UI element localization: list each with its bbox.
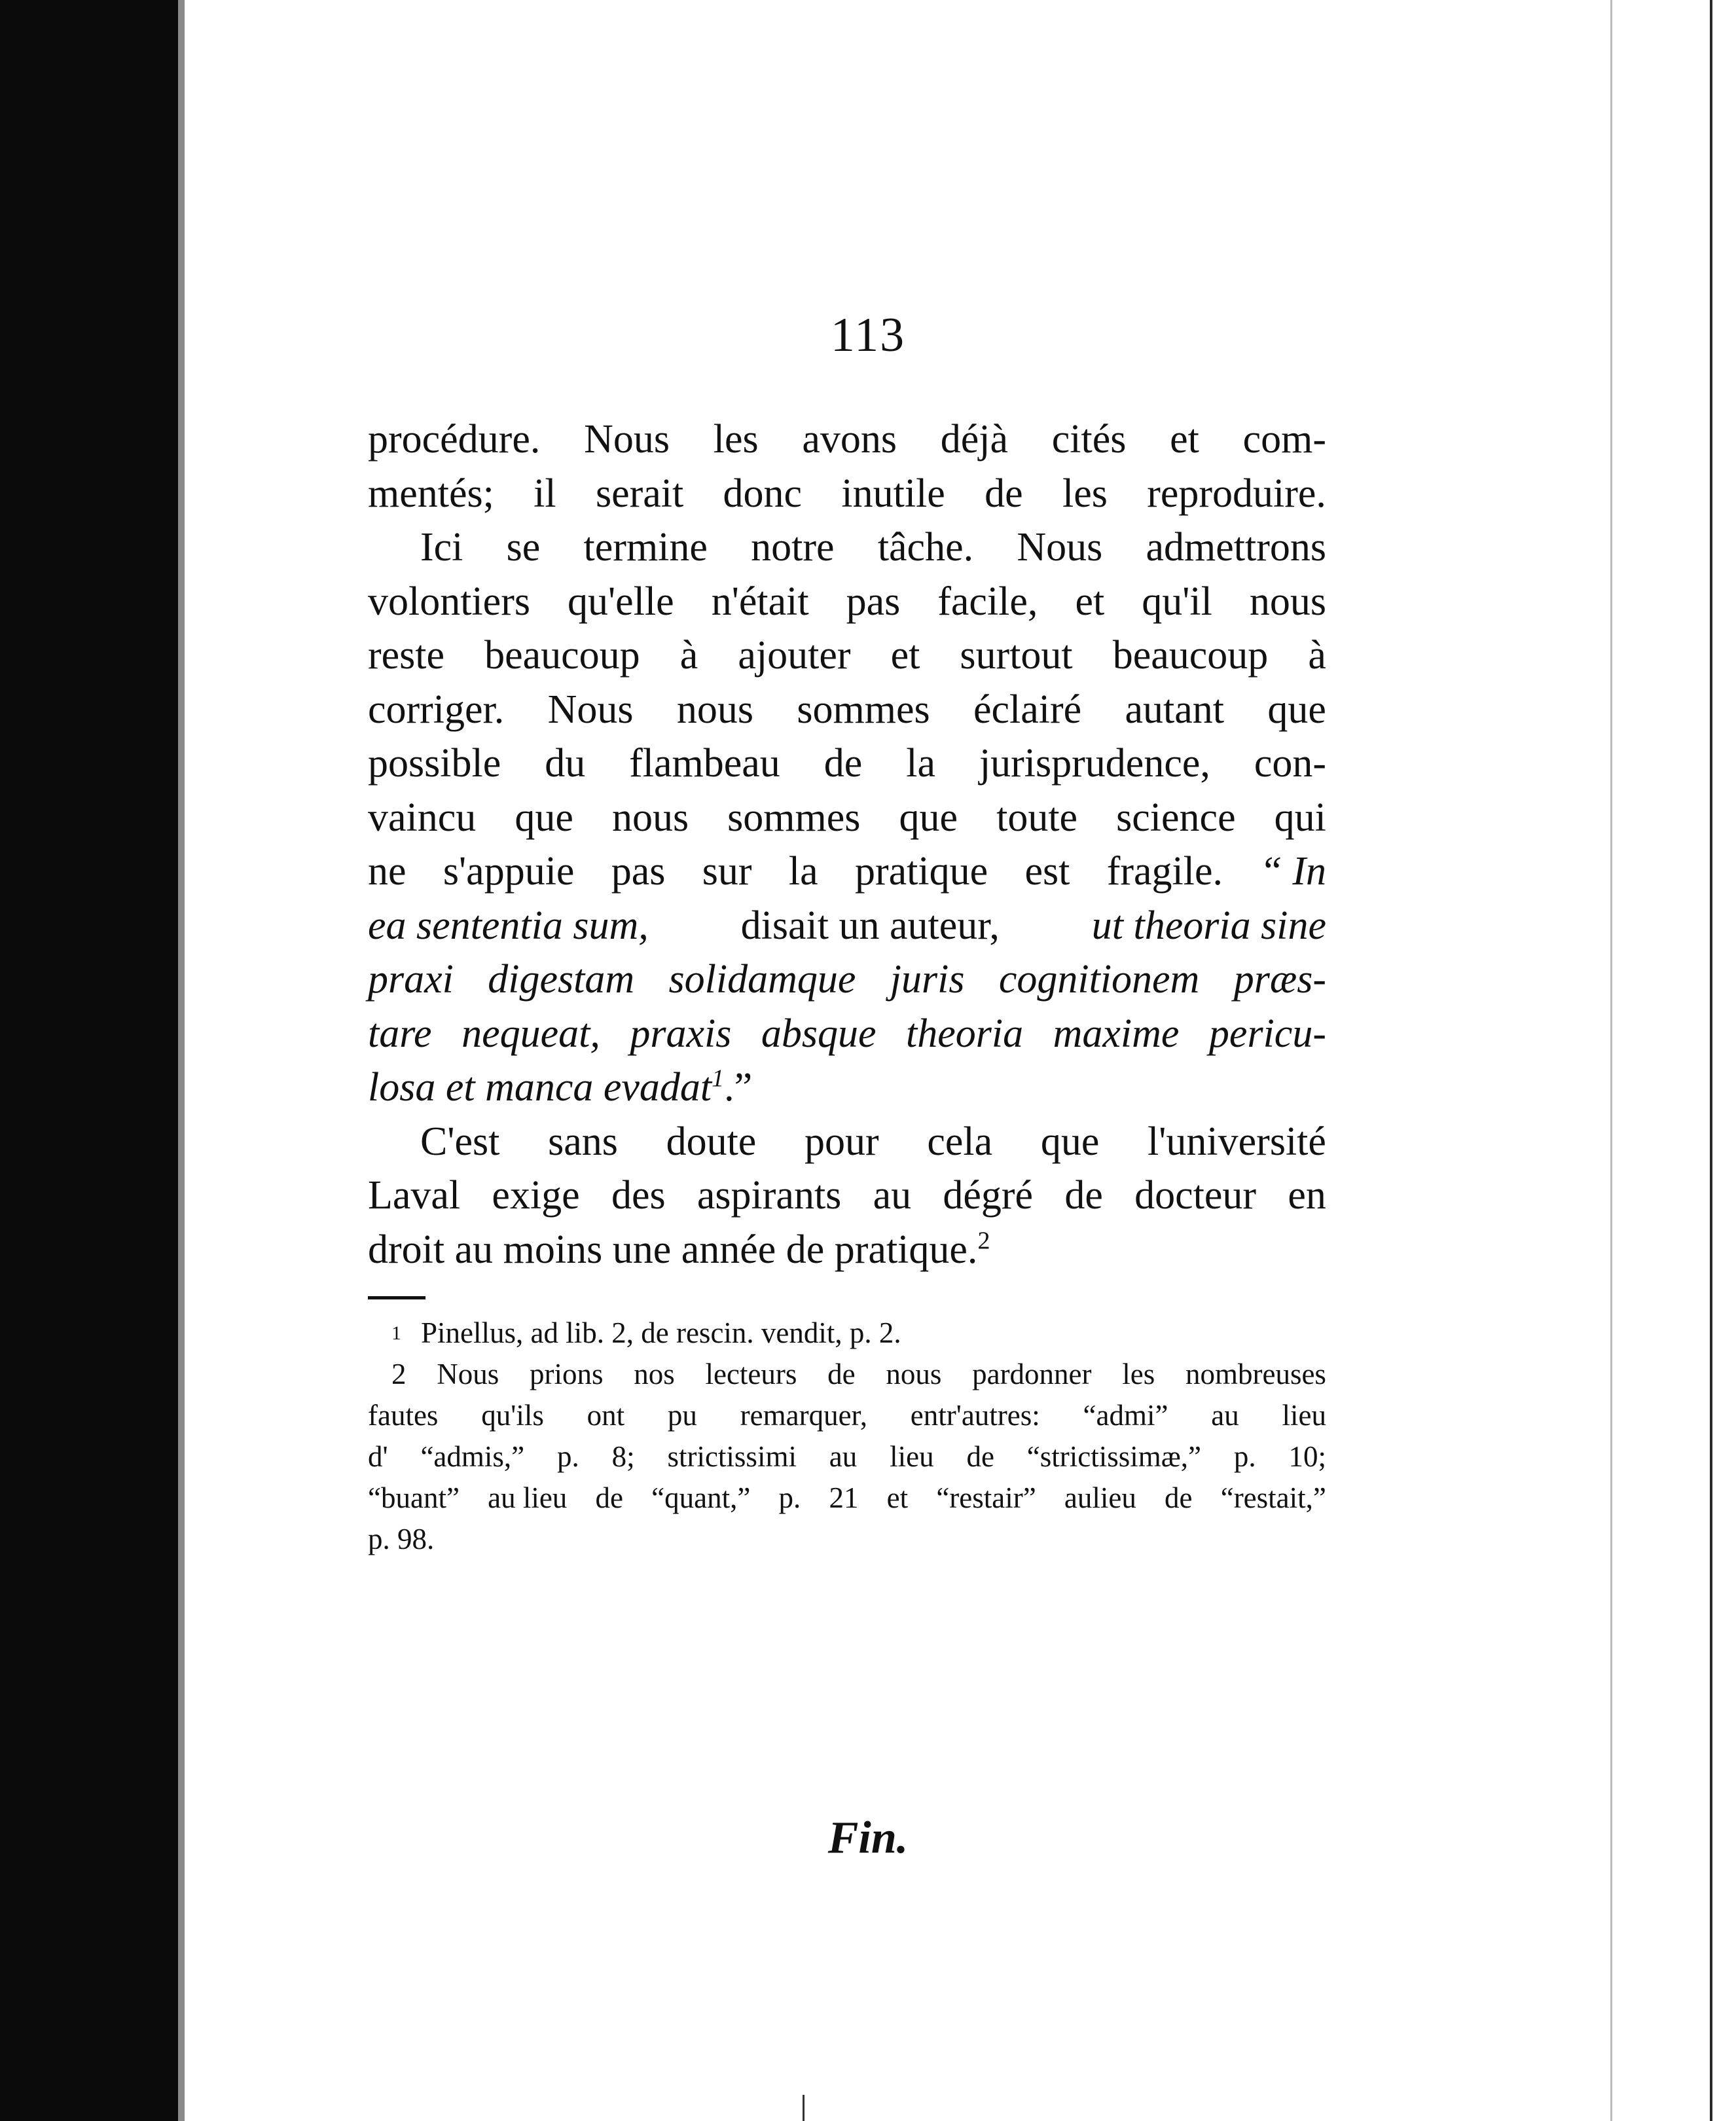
word: est xyxy=(1024,849,1070,894)
word: digestam xyxy=(488,957,635,1002)
word: lieu xyxy=(890,1440,934,1473)
word: pas xyxy=(611,849,666,894)
word: la xyxy=(788,849,818,894)
word: entr'autres: xyxy=(910,1399,1040,1432)
word: cognitionem xyxy=(998,957,1200,1002)
word: “admis,” xyxy=(420,1440,525,1473)
word: que xyxy=(515,795,573,840)
word: com- xyxy=(1242,417,1326,462)
word: à xyxy=(1308,633,1326,678)
word: “admi” xyxy=(1083,1399,1168,1432)
word: des xyxy=(611,1173,666,1218)
word: “strictissimæ,” xyxy=(1026,1440,1202,1473)
paragraph-end: droit au moins une année de pratique. xyxy=(368,1227,978,1272)
word: jurisprudence, xyxy=(979,741,1210,786)
word: et xyxy=(1170,417,1199,462)
word: de xyxy=(595,1481,623,1514)
word: nous xyxy=(1249,579,1326,624)
word: cela xyxy=(927,1119,993,1164)
word: “restair” xyxy=(936,1481,1036,1514)
word: déjà xyxy=(940,417,1008,462)
text-line xyxy=(368,952,1326,1007)
word: sur xyxy=(702,849,752,894)
footnote-2-line xyxy=(368,1354,1326,1395)
page-number: 113 xyxy=(830,308,906,362)
word: de xyxy=(966,1440,994,1473)
word: et xyxy=(1075,579,1105,624)
word: il xyxy=(533,471,556,516)
word: 10; xyxy=(1288,1440,1326,1473)
word: d' xyxy=(368,1440,388,1473)
word: flambeau xyxy=(629,741,780,786)
word: sommes xyxy=(797,687,930,732)
word: au lieu xyxy=(488,1481,568,1514)
word: lieu xyxy=(1282,1399,1326,1432)
word: surtout xyxy=(960,633,1073,678)
word: au xyxy=(1211,1399,1239,1432)
footnotes xyxy=(368,1313,1326,1560)
word: “buant” xyxy=(368,1481,460,1514)
word: de xyxy=(827,1358,856,1390)
word: pu xyxy=(667,1399,697,1432)
quote-attribution: disait un auteur, xyxy=(740,903,1000,948)
word: aspirants xyxy=(696,1173,842,1218)
word: praxis xyxy=(630,1011,732,1056)
footnote-text: p. 98. xyxy=(368,1523,435,1555)
word: sans xyxy=(548,1119,618,1164)
word: termine xyxy=(583,525,708,570)
text-line xyxy=(368,1007,1326,1061)
word: nequeat, xyxy=(461,1011,600,1056)
word: s'appuie xyxy=(443,849,575,894)
word: ajouter xyxy=(738,633,851,678)
word: juris xyxy=(890,957,965,1002)
footnote-rule xyxy=(368,1296,425,1299)
text-line xyxy=(368,736,1326,791)
word: p. xyxy=(1233,1440,1256,1473)
text-line xyxy=(368,1169,1326,1223)
text-line xyxy=(368,520,1326,575)
word: remarquer, xyxy=(740,1399,867,1432)
word: absque xyxy=(761,1011,877,1056)
word: avons xyxy=(802,417,897,462)
word: serait xyxy=(595,471,684,516)
word: nombreuses xyxy=(1185,1358,1326,1390)
word: au xyxy=(829,1440,858,1473)
word: éclairé xyxy=(973,687,1082,732)
word: nous xyxy=(886,1358,942,1390)
word: lecteurs xyxy=(705,1358,797,1390)
word: solidamque xyxy=(668,957,856,1002)
latin-quote: ut theoria sine xyxy=(1091,903,1326,948)
word: exige xyxy=(492,1173,580,1218)
word: ne xyxy=(368,849,407,894)
word: l'université xyxy=(1148,1119,1326,1164)
scan-artifact xyxy=(803,2095,805,2121)
footnote-ref: 1 xyxy=(712,1064,725,1093)
body-text xyxy=(368,412,1326,1277)
text-line xyxy=(368,683,1326,737)
footnote-2-line xyxy=(368,1477,1326,1519)
word: que xyxy=(1040,1119,1100,1164)
word: Nous xyxy=(1017,525,1103,570)
word: admettrons xyxy=(1146,525,1326,570)
word: p. xyxy=(556,1440,579,1473)
text-line xyxy=(368,844,1326,899)
latin-quote: losa et manca evadat xyxy=(368,1065,712,1110)
word: et xyxy=(890,633,920,678)
footnote-2-line xyxy=(368,1436,1326,1477)
word: pratique xyxy=(855,849,988,894)
text-line xyxy=(368,467,1326,521)
word: corriger. xyxy=(368,687,505,732)
word: à xyxy=(679,633,698,678)
word: les xyxy=(713,417,759,462)
word: beaucoup xyxy=(484,633,640,678)
word: con- xyxy=(1254,741,1326,786)
word: doute xyxy=(666,1119,757,1164)
word: de xyxy=(985,471,1023,516)
word: qu'elle xyxy=(568,579,674,624)
latin-quote-open: “ In xyxy=(1259,849,1326,894)
word: du xyxy=(545,741,586,786)
footnote-ref: 2 xyxy=(977,1226,990,1254)
word: reproduire. xyxy=(1147,471,1326,516)
word: tâche. xyxy=(877,525,974,570)
word: dégré xyxy=(943,1173,1034,1218)
word: theoria xyxy=(906,1011,1024,1056)
word: “restait,” xyxy=(1220,1481,1326,1514)
word: les xyxy=(1122,1358,1155,1390)
text-line xyxy=(368,1115,1326,1169)
word: aulieu xyxy=(1064,1481,1136,1514)
word: la xyxy=(906,741,935,786)
footnote-1 xyxy=(368,1313,1326,1354)
word: fautes xyxy=(368,1399,439,1432)
word: se xyxy=(506,525,541,570)
word: praxi xyxy=(368,957,454,1002)
word: Nous xyxy=(547,687,634,732)
word: en xyxy=(1288,1173,1326,1218)
word: C'est xyxy=(420,1119,500,1164)
word: tare xyxy=(368,1011,432,1056)
word: docteur xyxy=(1134,1173,1257,1218)
word: cités xyxy=(1051,417,1127,462)
word: pardonner xyxy=(972,1358,1092,1390)
word: n'était xyxy=(711,579,809,624)
word: nos xyxy=(634,1358,675,1390)
text-line xyxy=(368,1223,1326,1277)
word: fragile. xyxy=(1106,849,1223,894)
word: au xyxy=(873,1173,912,1218)
word: que xyxy=(1267,687,1326,732)
word: procédure. xyxy=(368,417,541,462)
word: reste xyxy=(368,633,445,678)
word: facile, xyxy=(937,579,1038,624)
word: pericu- xyxy=(1208,1011,1326,1056)
word: toute xyxy=(996,795,1078,840)
word: notre xyxy=(751,525,835,570)
word: Nous xyxy=(437,1358,499,1390)
text-line xyxy=(368,412,1326,467)
word: beaucoup xyxy=(1112,633,1269,678)
word: 21 xyxy=(829,1481,859,1514)
word: Laval xyxy=(368,1173,461,1218)
word: qui xyxy=(1274,795,1326,840)
word: sommes xyxy=(727,795,861,840)
word: science xyxy=(1116,795,1236,840)
word: vaincu xyxy=(368,795,477,840)
word: volontiers xyxy=(368,579,530,624)
word: autant xyxy=(1125,687,1225,732)
word: pour xyxy=(805,1119,879,1164)
word: nous xyxy=(611,795,689,840)
word: de xyxy=(823,741,863,786)
word: 2 xyxy=(391,1358,407,1390)
closing-word: Fin. xyxy=(827,1813,909,1863)
text-line xyxy=(368,1060,1326,1115)
footnote-marker: 1 xyxy=(391,1322,401,1344)
footnote-2-line xyxy=(368,1519,1326,1560)
word: les xyxy=(1062,471,1108,516)
word: qu'ils xyxy=(481,1399,544,1432)
word: maxime xyxy=(1053,1011,1180,1056)
word: possible xyxy=(368,741,501,786)
latin-quote: ea sententia sum, xyxy=(368,903,649,948)
word: Nous xyxy=(584,417,670,462)
word: “quant,” xyxy=(651,1481,751,1514)
word: qu'il xyxy=(1142,579,1212,624)
word: ont xyxy=(587,1399,625,1432)
footnote-text: Pinellus, ad lib. 2, de rescin. vendit, p. 2. xyxy=(421,1316,901,1349)
word: donc xyxy=(723,471,803,516)
text-line xyxy=(368,791,1326,845)
word: inutile xyxy=(841,471,945,516)
word: 8; xyxy=(611,1440,635,1473)
word: Ici xyxy=(420,525,463,570)
word: et xyxy=(886,1481,909,1514)
word: nous xyxy=(676,687,754,732)
word: strictissimi xyxy=(667,1440,797,1473)
word: de xyxy=(1064,1173,1103,1218)
word: que xyxy=(899,795,958,840)
text-line xyxy=(368,628,1326,683)
footnote-2-line xyxy=(368,1395,1326,1436)
word: pas xyxy=(846,579,901,624)
word: mentés; xyxy=(368,471,494,516)
word: prions xyxy=(529,1358,604,1390)
text-line xyxy=(368,575,1326,629)
quote-close: .” xyxy=(724,1065,753,1110)
text-line xyxy=(368,899,1326,953)
word: præs- xyxy=(1233,957,1326,1002)
word: p. xyxy=(778,1481,801,1514)
word: de xyxy=(1165,1481,1193,1514)
